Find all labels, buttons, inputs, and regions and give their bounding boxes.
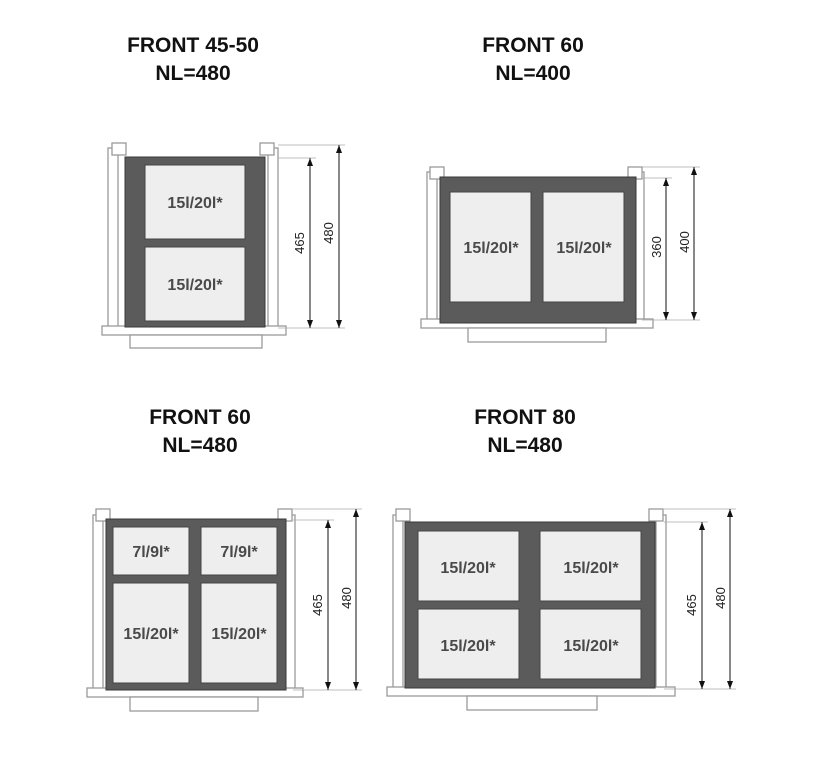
- bin-capacity-label: 15l/20l*: [167, 195, 223, 212]
- arrow-head: [336, 320, 342, 328]
- config-front-45-50: [102, 34, 345, 348]
- config-front-60-nl400: [421, 34, 700, 342]
- bin-capacity-label: 7l/9l*: [132, 544, 170, 561]
- right-side-rail: [656, 515, 666, 690]
- config-title-line1: FRONT 45-50: [127, 34, 259, 57]
- bin-capacity-label: 15l/20l*: [440, 560, 496, 577]
- config-title-line2: NL=400: [495, 62, 571, 85]
- drawer-foot: [130, 335, 262, 348]
- bin-capacity-label: 15l/20l*: [167, 277, 223, 294]
- dimension-lines: [642, 167, 700, 320]
- left-side-rail: [427, 172, 437, 322]
- right-rail-cap: [260, 143, 274, 155]
- arrow-head: [307, 158, 313, 166]
- arrow-head: [691, 167, 697, 175]
- outer-dimension-label: 480: [321, 222, 336, 244]
- outer-dimension-label: 480: [713, 587, 728, 609]
- config-front-80: [387, 406, 736, 710]
- bin-capacity-label: 15l/20l*: [123, 626, 179, 643]
- outer-dimension-label: 480: [339, 587, 354, 609]
- outer-dimension-label: 400: [677, 231, 692, 253]
- arrow-head: [663, 178, 669, 186]
- left-side-rail: [393, 515, 403, 690]
- bin-capacity-label: 15l/20l*: [563, 560, 619, 577]
- config-title-line1: FRONT 80: [474, 406, 576, 429]
- arrow-head: [727, 681, 733, 689]
- arrow-head: [353, 682, 359, 690]
- arrow-head: [663, 312, 669, 320]
- config-title-line2: NL=480: [155, 62, 231, 85]
- bin-capacity-label: 7l/9l*: [220, 544, 258, 561]
- arrow-head: [691, 312, 697, 320]
- arrow-head: [307, 320, 313, 328]
- config-title-line2: NL=480: [162, 434, 238, 457]
- inner-dimension-label: 465: [684, 594, 699, 616]
- drawer-drawing: [387, 509, 675, 710]
- left-rail-cap: [396, 509, 410, 521]
- config-title-line2: NL=480: [487, 434, 563, 457]
- arrow-head: [325, 682, 331, 690]
- config-front-60-nl480: [87, 406, 362, 711]
- bin-capacity-label: 15l/20l*: [211, 626, 267, 643]
- bin-capacity-label: 15l/20l*: [463, 240, 519, 257]
- bin-capacity-label: 15l/20l*: [563, 638, 619, 655]
- bin-capacity-label: 15l/20l*: [556, 240, 612, 257]
- dimension-lines: [278, 145, 345, 328]
- config-title-line1: FRONT 60: [149, 406, 251, 429]
- drawer-foot: [467, 696, 597, 710]
- arrow-head: [336, 145, 342, 153]
- dimension-lines: [664, 509, 736, 689]
- drawer-drawing: [87, 509, 303, 711]
- left-side-rail: [93, 515, 103, 690]
- drawer-drawing: [102, 143, 286, 348]
- arrow-head: [699, 522, 705, 530]
- dimension-lines: [293, 509, 362, 690]
- arrow-head: [325, 520, 331, 528]
- left-rail-cap: [112, 143, 126, 155]
- left-side-rail: [108, 148, 118, 328]
- bin-capacity-label: 15l/20l*: [440, 638, 496, 655]
- arrow-head: [727, 509, 733, 517]
- right-side-rail: [268, 148, 278, 328]
- inner-dimension-label: 465: [292, 232, 307, 254]
- drawer-drawing: [421, 167, 653, 342]
- config-title-line1: FRONT 60: [482, 34, 584, 57]
- right-rail-cap: [649, 509, 663, 521]
- inner-dimension-label: 465: [310, 594, 325, 616]
- drawer-foot: [468, 328, 606, 342]
- arrow-head: [699, 681, 705, 689]
- arrow-head: [353, 509, 359, 517]
- drawer-foot: [130, 697, 258, 711]
- inner-dimension-label: 360: [649, 236, 664, 258]
